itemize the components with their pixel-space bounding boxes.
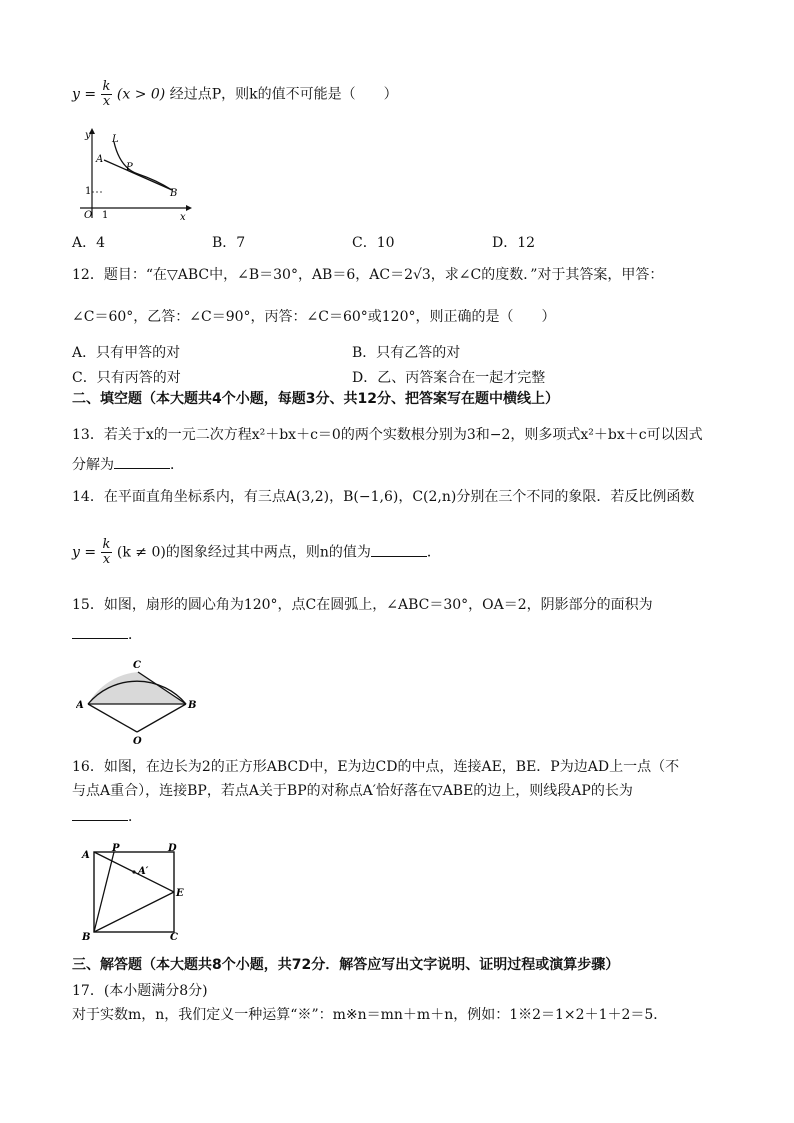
q15-line1: 15．如图，扇形的圆心角为120°，点C在圆弧上，∠ABC＝30°，OA＝2，阴影部分的面积为 (72, 597, 653, 613)
q16-label-D: D (168, 843, 177, 854)
q11-label-P: P (126, 162, 133, 173)
q12-option-b: B．只有乙答的对 (352, 345, 461, 361)
q11-stem (72, 80, 398, 109)
q13-line2-prefix: 分解为 (72, 457, 114, 473)
q16-line1: 16．如图，在边长为2的正方形ABCD中，E为边CD的中点，连接AE，BE．P为边AD上一点（不 (72, 759, 680, 775)
section2-heading: 二、填空题（本大题共4个小题，每题3分、共12分、把答案写在题中横线上） (72, 391, 559, 407)
q15-label-B: B (188, 700, 197, 711)
q11-label-y: y (85, 130, 91, 141)
q13-line2 (72, 456, 184, 474)
q16-label-E: E (176, 888, 184, 899)
q14-frac-num: k (102, 537, 111, 552)
section3-heading: 三、解答题（本大题共8个小题，共72分．解答应写出文字说明、证明过程或演算步骤） (72, 957, 620, 973)
q11-label-L: L (112, 134, 119, 145)
q11-hyperbola-figure (76, 128, 192, 220)
q11-label-O: O (84, 210, 93, 220)
q13-line1: 13．若关于x的一元二次方程x²＋bx＋c＝0的两个实数根分别为3和−2，则多项式x²＋bx＋c可以因式 (72, 427, 703, 443)
q11-label-x: x (180, 212, 186, 220)
q11-label-one-x: 1 (102, 210, 109, 220)
q15-line2-suffix: ． (128, 627, 142, 643)
q16-line3 (72, 808, 142, 826)
q11-func-prefix: y = (72, 86, 97, 103)
q12-option-a: A．只有甲答的对 (72, 345, 181, 361)
q14-line2 (72, 538, 441, 567)
q11-option-c: C．10 (352, 235, 395, 251)
q14-func-prefix: y = (72, 544, 97, 561)
q16-line2: 与点A重合），连接BP，若点A关于BP的对称点A′恰好落在▽ABE的边上，则线段AP的长为 (72, 783, 633, 799)
q14-fraction (101, 538, 113, 567)
q17-line1: 17．(本小题满分8分) (72, 983, 208, 999)
q11-label-A: A (96, 154, 104, 165)
q13-line2-suffix: ． (170, 457, 184, 473)
q11-frac-num: k (102, 79, 111, 94)
q11-option-b: B．7 (212, 235, 246, 251)
q16-label-A-prime: A′ (138, 866, 149, 877)
q15-label-A: A (76, 700, 84, 711)
q12-option-c: C．只有丙答的对 (72, 370, 181, 386)
q11-domain: (x > 0) (116, 86, 166, 103)
q16-label-B: B (82, 932, 91, 942)
q15-line2 (72, 626, 142, 644)
q14-line2-mid: (k ≠ 0)的图象经过其中两点，则n的值为 (116, 544, 371, 561)
q11-option-d: D．12 (492, 235, 536, 251)
q16-square-figure (80, 842, 188, 942)
q17-line2: 对于实数m，n，我们定义一种运算“※”：m※n＝mn＋m＋n，例如：1※2＝1×2＋1＋2＝5． (72, 1007, 668, 1023)
q11-frac-den: x (102, 94, 111, 109)
q16-label-P: P (112, 843, 120, 854)
q16-answer-blank[interactable] (72, 808, 128, 821)
q14-frac-den: x (102, 552, 111, 567)
q14-line2-suffix: ． (426, 544, 441, 561)
q13-answer-blank[interactable] (114, 456, 170, 469)
q15-label-O: O (133, 736, 142, 744)
q16-label-C: C (170, 932, 178, 942)
q14-answer-blank[interactable] (371, 544, 427, 557)
q11-stem-tail: 经过点P，则k的值不可能是（ ） (169, 86, 398, 103)
q11-fraction (101, 80, 113, 109)
q15-label-C: C (133, 660, 141, 671)
q11-option-a: A．4 (72, 235, 106, 251)
q15-sector-figure (76, 656, 200, 744)
q12-line2: ∠C＝60°，乙答：∠C＝90°，丙答：∠C＝60°或120°，则正确的是（ ） (72, 309, 556, 325)
q12-option-d: D．乙、丙答案合在一起才完整 (352, 370, 546, 386)
q11-label-one-y: 1 (85, 186, 92, 197)
q15-answer-blank[interactable] (72, 626, 128, 639)
q11-label-B: B (170, 188, 178, 199)
q14-line1: 14．在平面直角坐标系内，有三点A(3,2)，B(−1,6)，C(2,n)分别在三个不同的象限．若反比例函数 (72, 489, 695, 505)
q16-line3-suffix: ． (128, 809, 142, 825)
q12-line1: 12．题目：“在▽ABC中，∠B＝30°，AB＝6，AC＝2√3，求∠C的度数．”对于其答案，甲答： (72, 267, 664, 283)
q16-label-A: A (82, 850, 90, 861)
